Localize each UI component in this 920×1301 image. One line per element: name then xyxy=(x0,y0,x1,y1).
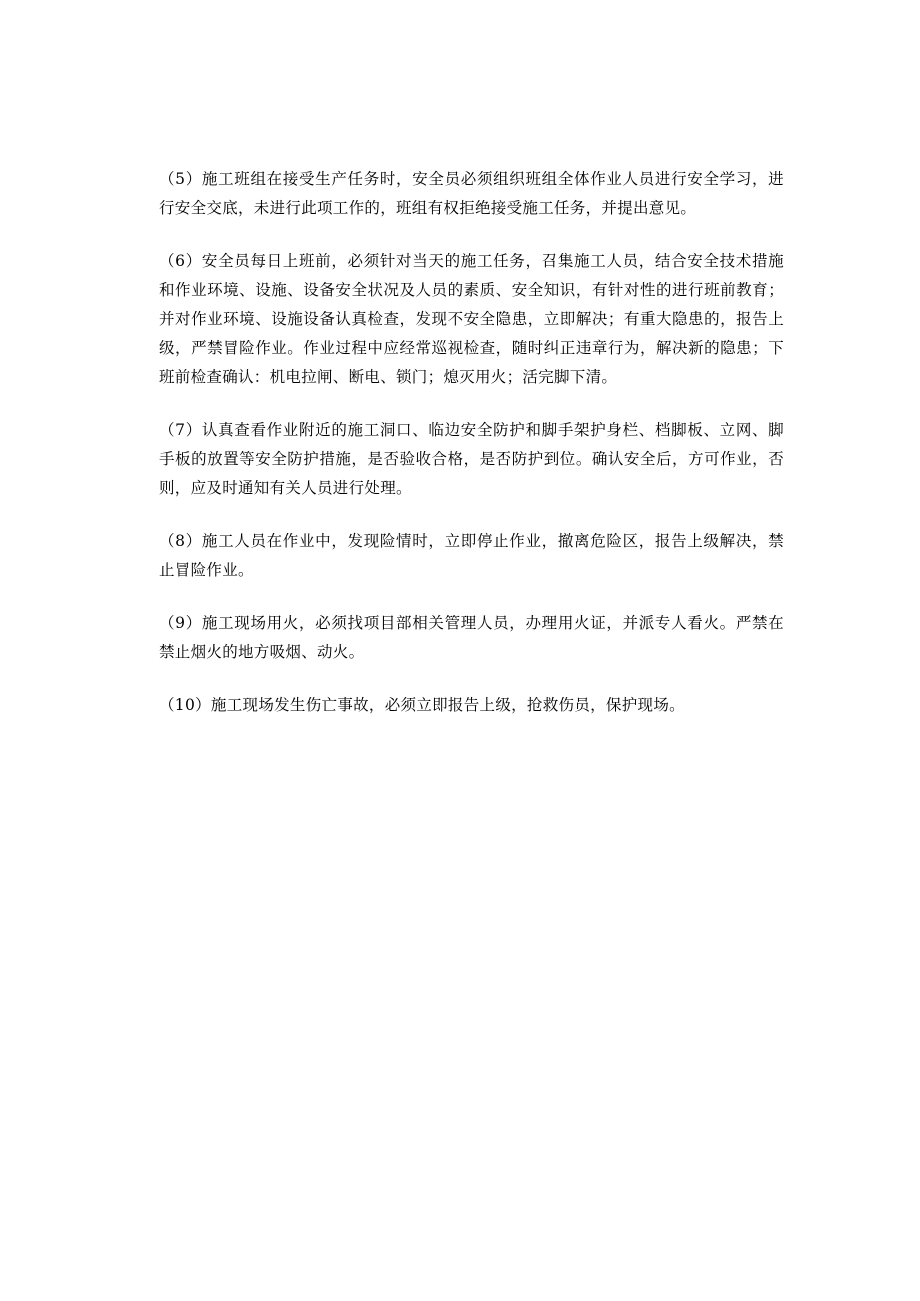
paragraph-item-5: （5）施工班组在接受生产任务时，安全员必须组织班组全体作业人员进行安全学习，进行安全交底，未进行此项工作的，班组有权拒绝接受施工任务，并提出意见。 xyxy=(159,170,784,217)
document-body xyxy=(159,165,784,720)
paragraph-item-6: （6）安全员每日上班前，必须针对当天的施工任务，召集施工人员，结合安全技术措施和作业环境、设施、设备安全状况及人员的素质、安全知识，有针对性的进行班前教育；并对作业环境、设施设备认真检查，发现不安全隐患，立即解决；有重大隐患的，报告上级，严禁冒险作业。作业过程中应经常巡视检查，随时纠正违章行为，解决新的隐患；下班前检查确认：机电拉闸、断电、锁门；熄灭用火；活完脚下清。 xyxy=(159,252,784,386)
paragraph-item-7: （7）认真查看作业附近的施工洞口、临边安全防护和脚手架护身栏、档脚板、立网、脚手板的放置等安全防护措施，是否验收合格，是否防护到位。确认安全后，方可作业，否则，应及时通知有关人员进行处理。 xyxy=(159,421,784,497)
paragraph-item-8: （8）施工人员在作业中，发现险情时，立即停止作业，撤离危险区，报告上级解决，禁止冒险作业。 xyxy=(159,532,784,579)
paragraph-item-9: （9）施工现场用火，必须找项目部相关管理人员，办理用火证，并派专人看火。严禁在禁止烟火的地方吸烟、动火。 xyxy=(159,614,784,661)
paragraph-item-10: （10）施工现场发生伤亡事故，必须立即报告上级，抢救伤员，保护现场。 xyxy=(159,696,685,714)
